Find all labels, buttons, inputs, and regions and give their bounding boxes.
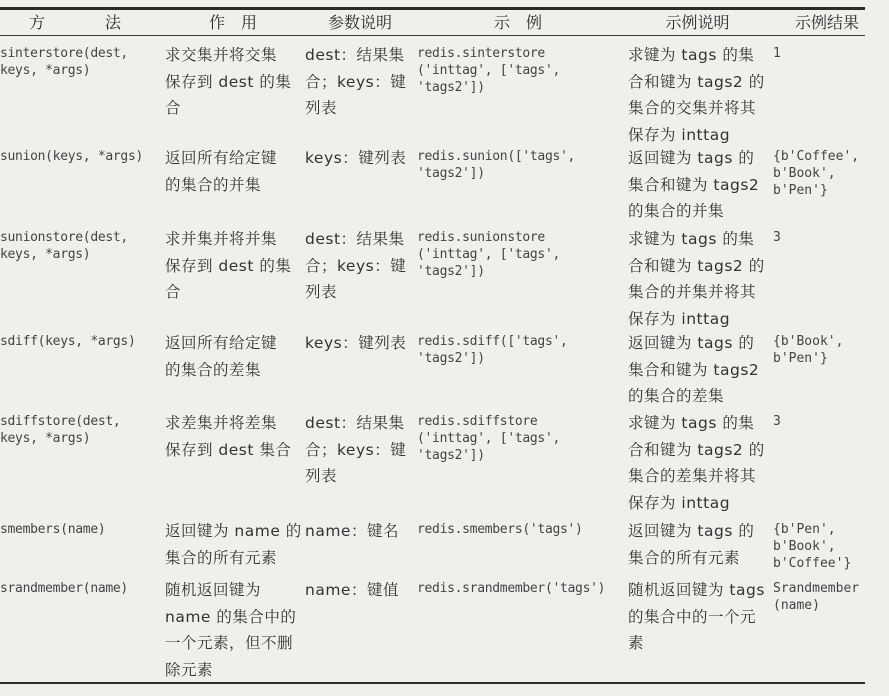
method-line: sunion(keys, *args) <box>0 149 144 164</box>
example-line: 'tags2']) <box>417 351 485 366</box>
params-line: dest：结果集 <box>305 230 405 248</box>
params-line: name：键值 <box>305 581 399 599</box>
cell-result <box>773 333 885 367</box>
example-line: ('inttag', ['tags', <box>417 247 561 262</box>
result-line: b'Pen'} <box>773 183 828 198</box>
cell-example <box>417 45 622 96</box>
explain-line: 求键为 tags 的集 <box>628 46 755 64</box>
table-header-rule <box>0 35 865 36</box>
example-line: redis.sunionstore <box>417 230 545 245</box>
cell-purpose <box>165 226 305 306</box>
params-line: 列表 <box>305 283 338 301</box>
cell-result <box>773 413 885 430</box>
cell-result <box>773 521 885 572</box>
explain-line: 保存为 inttag <box>628 125 731 144</box>
method-line: sdiffstore(dest, <box>0 414 121 429</box>
method-line: keys, *args) <box>0 247 91 262</box>
cell-explain <box>628 410 770 516</box>
method-line: sdiff(keys, *args) <box>0 334 136 349</box>
example-line: ('inttag', ['tags', <box>417 63 561 78</box>
cell-example <box>417 229 622 280</box>
params-line: 列表 <box>305 467 338 485</box>
purpose-line: 求并集并将并集 <box>165 230 278 248</box>
header-result: 示例结果 <box>794 13 859 32</box>
purpose-line: name 的集合中的 <box>165 607 297 626</box>
example-line: ('inttag', ['tags', <box>417 431 561 446</box>
cell-params <box>305 577 417 604</box>
cell-method <box>0 333 160 350</box>
result-line: 3 <box>773 230 781 245</box>
purpose-line: 保存到 dest 的集 <box>165 256 292 275</box>
result-line: b'Book', <box>773 539 836 554</box>
explain-line: 集合的交集并将其 <box>628 99 757 117</box>
params-line: keys：键列表 <box>305 149 407 167</box>
result-line: (name) <box>773 598 820 613</box>
explain-line: 保存为 inttag <box>628 309 731 328</box>
explain-line: 集合和键为 tags2 <box>628 360 760 379</box>
explain-line: 返回键为 tags 的 <box>628 522 755 540</box>
method-line: keys, *args) <box>0 63 91 78</box>
explain-line: 求键为 tags 的集 <box>628 230 755 248</box>
cell-example <box>417 580 622 597</box>
header-method: 方 法 <box>28 13 143 32</box>
example-line: redis.sdiffstore <box>417 414 538 429</box>
explain-line: 的集合的差集 <box>628 387 725 405</box>
explain-line: 素 <box>628 634 645 652</box>
result-line: 3 <box>773 414 781 429</box>
cell-method <box>0 521 160 538</box>
cell-purpose <box>165 410 305 463</box>
cell-method <box>0 413 160 447</box>
cell-explain <box>628 577 770 657</box>
purpose-line: 除元素 <box>165 660 214 679</box>
cell-result <box>773 229 885 246</box>
explain-line: 的集合的并集 <box>628 202 725 220</box>
result-line: {b'Pen', <box>773 522 836 537</box>
purpose-line: 返回键为 name 的 <box>165 522 302 540</box>
result-line: b'Book', <box>773 166 836 181</box>
result-line: 1 <box>773 46 781 61</box>
params-line: 合；keys：键 <box>305 72 407 91</box>
purpose-line: 的集合的差集 <box>165 360 262 379</box>
explain-line: 集合的并集并将其 <box>628 283 757 301</box>
cell-purpose <box>165 577 305 683</box>
result-line: {b'Book', <box>773 334 844 349</box>
result-line: b'Coffee'} <box>773 556 852 571</box>
purpose-line: 一个元素，但不删 <box>165 634 294 652</box>
explain-line: 合和键为 tags2 的 <box>628 440 765 459</box>
cell-params <box>305 518 417 545</box>
cell-explain <box>628 145 770 225</box>
example-line: redis.srandmember('tags') <box>417 581 606 596</box>
example-line: 'tags2']) <box>417 448 485 463</box>
cell-example <box>417 521 622 538</box>
cell-example <box>417 413 622 464</box>
example-line: redis.sinterstore <box>417 46 545 61</box>
explain-line: 返回键为 tags 的 <box>628 149 755 167</box>
purpose-line: 集合的所有元素 <box>165 548 278 567</box>
params-line: keys：键列表 <box>305 334 407 352</box>
explain-line: 求键为 tags 的集 <box>628 414 755 432</box>
cell-purpose <box>165 330 305 383</box>
params-line: dest：结果集 <box>305 46 405 64</box>
purpose-line: 求交集并将交集 <box>165 46 278 64</box>
cell-params <box>305 410 417 490</box>
example-line: redis.sunion(['tags', <box>417 149 576 164</box>
cell-purpose <box>165 145 305 198</box>
purpose-line: 合 <box>165 99 182 117</box>
example-line: 'tags2']) <box>417 264 485 279</box>
purpose-line: 保存到 dest 的集 <box>165 72 292 91</box>
params-line: name：键名 <box>305 522 399 540</box>
params-line: 合；keys：键 <box>305 256 407 275</box>
result-line: {b'Coffee', <box>773 149 860 164</box>
purpose-line: 返回所有给定键 <box>165 149 278 167</box>
cell-method <box>0 229 160 263</box>
cell-result <box>773 45 885 62</box>
example-line: 'tags2']) <box>417 166 485 181</box>
result-line: Srandmember <box>773 581 860 596</box>
cell-params <box>305 42 417 122</box>
cell-example <box>417 333 622 367</box>
method-line: keys, *args) <box>0 431 91 446</box>
header-example: 示 例 <box>493 13 542 32</box>
cell-explain <box>628 518 770 571</box>
explain-line: 的集合中的一个元 <box>628 607 757 626</box>
cell-example <box>417 148 622 182</box>
result-line: b'Pen'} <box>773 351 828 366</box>
purpose-line: 返回所有给定键 <box>165 334 278 352</box>
cell-explain <box>628 42 770 148</box>
header-explain: 示例说明 <box>665 13 730 32</box>
cell-params <box>305 145 417 172</box>
explain-line: 集合的所有元素 <box>628 548 741 567</box>
cell-result <box>773 148 885 199</box>
explain-line: 返回键为 tags 的 <box>628 334 755 352</box>
explain-line: 合和键为 tags2 的 <box>628 72 765 91</box>
cell-purpose <box>165 42 305 122</box>
explain-line: 保存为 inttag <box>628 493 731 512</box>
purpose-line: 的集合的并集 <box>165 175 262 194</box>
cell-params <box>305 330 417 357</box>
explain-line: 集合和键为 tags2 <box>628 175 760 194</box>
params-line: 列表 <box>305 99 338 117</box>
header-params: 参数说明 <box>327 13 392 32</box>
params-line: dest：结果集 <box>305 414 405 432</box>
purpose-line: 随机返回键为 <box>165 581 262 599</box>
example-line: redis.smembers('tags') <box>417 522 583 537</box>
cell-explain <box>628 226 770 332</box>
cell-purpose <box>165 518 305 571</box>
header-purpose: 作 用 <box>208 13 257 32</box>
purpose-line: 保存到 dest 集合 <box>165 440 292 459</box>
cell-method <box>0 580 160 597</box>
table-bottom-rule <box>0 682 865 684</box>
cell-method <box>0 148 160 165</box>
method-line: srandmember(name) <box>0 581 128 596</box>
params-line: 合；keys：键 <box>305 440 407 459</box>
cell-params <box>305 226 417 306</box>
cell-result <box>773 580 885 614</box>
method-line: smembers(name) <box>0 522 106 537</box>
method-line: sinterstore(dest, <box>0 46 128 61</box>
example-line: 'tags2']) <box>417 80 485 95</box>
purpose-line: 求差集并将差集 <box>165 414 278 432</box>
explain-line: 集合的差集并将其 <box>628 467 757 485</box>
example-line: redis.sdiff(['tags', <box>417 334 568 349</box>
explain-line: 合和键为 tags2 的 <box>628 256 765 275</box>
explain-line: 随机返回键为 tags <box>628 581 765 599</box>
cell-explain <box>628 330 770 410</box>
method-line: sunionstore(dest, <box>0 230 128 245</box>
cell-method <box>0 45 160 79</box>
purpose-line: 合 <box>165 283 182 301</box>
